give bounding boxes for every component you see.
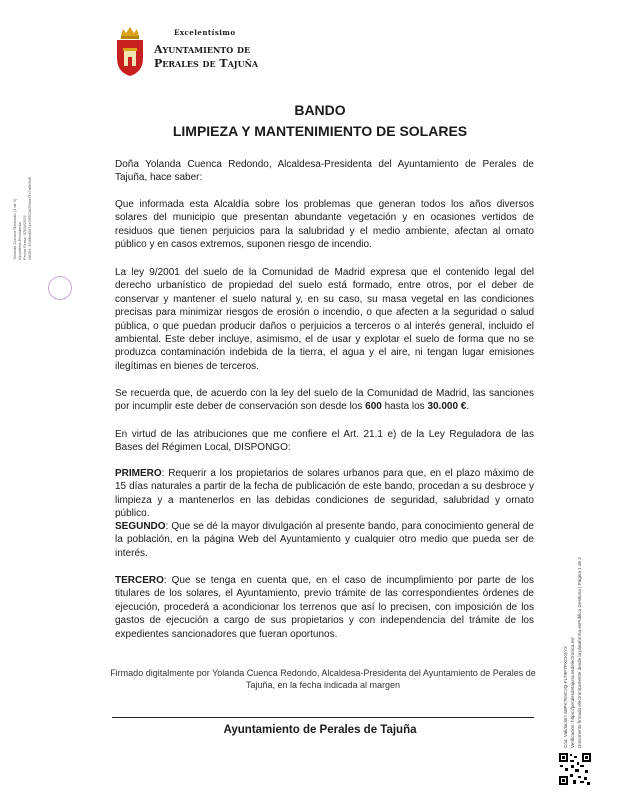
primero-label: PRIMERO: [115, 468, 162, 479]
header-line-1: Excelentísimo: [174, 28, 236, 37]
seal-icon: [48, 276, 72, 300]
signature-stamp: Yolanda Cuenca Redondo (1 de 1) Alcaldesa-Presidenta Fecha Firma: 07/04/2025 HASH: 1536bd0071e29952b2f4ea77c7a6b946: [12, 176, 32, 260]
header-line-3: Perales de Tajuña: [154, 57, 259, 70]
organization-header: [154, 28, 258, 71]
coat-of-arms-icon: [113, 26, 147, 78]
segundo-label: SEGUNDO: [115, 521, 166, 532]
footer-divider: [112, 717, 534, 718]
header-line-2: Ayuntamiento de: [154, 43, 251, 56]
paragraph-segundo: SEGUNDO: Que se dé la mayor divulgación al presente bando, para conocimiento general de la población, en la página Web del Ayuntamiento y cualquier otro medio que pueda ser de interés.: [115, 521, 534, 559]
paragraph-primero: PRIMERO: Requerir a los propietarios de solares urbanos para que, en el plazo máximo de 15 días naturales a partir de la fecha de publicación de este bando, procedan a su desbroce y limpieza y a mantenerlos en las debidas condiciones de seguridad, salubridad y ornato público.: [115, 468, 534, 520]
footer-organization: Ayuntamiento de Perales de Tajuña: [223, 724, 417, 736]
paragraph-problem: Que informada esta Alcaldía sobre los problemas que generan todos los años diversos solares del municipio que presentan abundante vegetación y en ocasiones vertidos de residuos que tienen perjuicios para la salubridad y el medio ambiente, afectan al ornato público y en casos extremos, suponen riesgo de incendio.: [115, 199, 534, 251]
digital-signature-note: Firmado digitalmente por Yolanda Cuenca Redondo, Alcaldesa-Presidenta del Ayuntamiento de Perales de Tajuña, en la fecha indicada al margen: [110, 668, 536, 690]
paragraph-dispongo: En virtud de las atribuciones que me confiere el Art. 21.1 e) de la Ley Reguladora de las Bases del Régimen Local, DISPONGO:: [115, 429, 534, 454]
document-title: BANDO: [294, 102, 346, 118]
paragraph-intro: Doña Yolanda Cuenca Redondo, Alcaldesa-Presidenta del Ayuntamiento de Perales de Tajuña, hace saber:: [115, 159, 534, 184]
fine-min: 600: [365, 401, 382, 413]
fine-max: 30.000 €: [427, 401, 467, 413]
tercero-label: TERCERO: [115, 575, 164, 586]
document-subtitle: LIMPIEZA Y MANTENIMIENTO DE SOLARES: [172, 123, 468, 139]
qr-code-icon[interactable]: [558, 752, 592, 786]
paragraph-sanctions: Se recuerda que, de acuerdo con la ley del suelo de la Comunidad de Madrid, las sanciones por incumplir este deber de conservación son desde los 600 hasta los 30.000 €.: [115, 388, 534, 413]
validation-code: Cód. Validación: 69PK7E9C2Q-FLT9P7PXCK5YX Verificación: https://peralesdetajuna.sedelectronica.es/ Documento firmado electrónicamente desde la plataforma esPublico Gestiona | Página 1 de 2: [563, 557, 582, 748]
paragraph-law: La ley 9/2001 del suelo de la Comunidad de Madrid expresa que el contenido legal del derecho urbanístico de propiedad del suelo está formado, entre otros, por el deber de conservar y mantener el suelo natural y, en su caso, su masa vegetal en las condiciones precisas para minimizar riesgos de erosión o incendio, o que afecten a la seguridad o salud pública, o que puedan producir daños o perjuicios a terceros o al interés general, incluido el ambiental. Este deber incluye, asimismo, el de usar y explotar el suelo de forma que no se produzca contaminación indebida de la tierra, el agua y el aire, ni tengan lugar emisiones ilegítimas en bienes de terceros.: [115, 267, 534, 372]
paragraph-tercero: TERCERO: Que se tenga en cuenta que, en el caso de incumplimiento por parte de los titulares de los solares, el Ayuntamiento, previo trámite de las correspondientes órdenes de ejecución, procederá a acondicionar los terrenos que así lo precisen, con imposición de los gastos de ejecución a cargo de sus propietarios y con independencia del trámite de los expedientes sancionadores que fueran oportunos.: [115, 575, 534, 640]
